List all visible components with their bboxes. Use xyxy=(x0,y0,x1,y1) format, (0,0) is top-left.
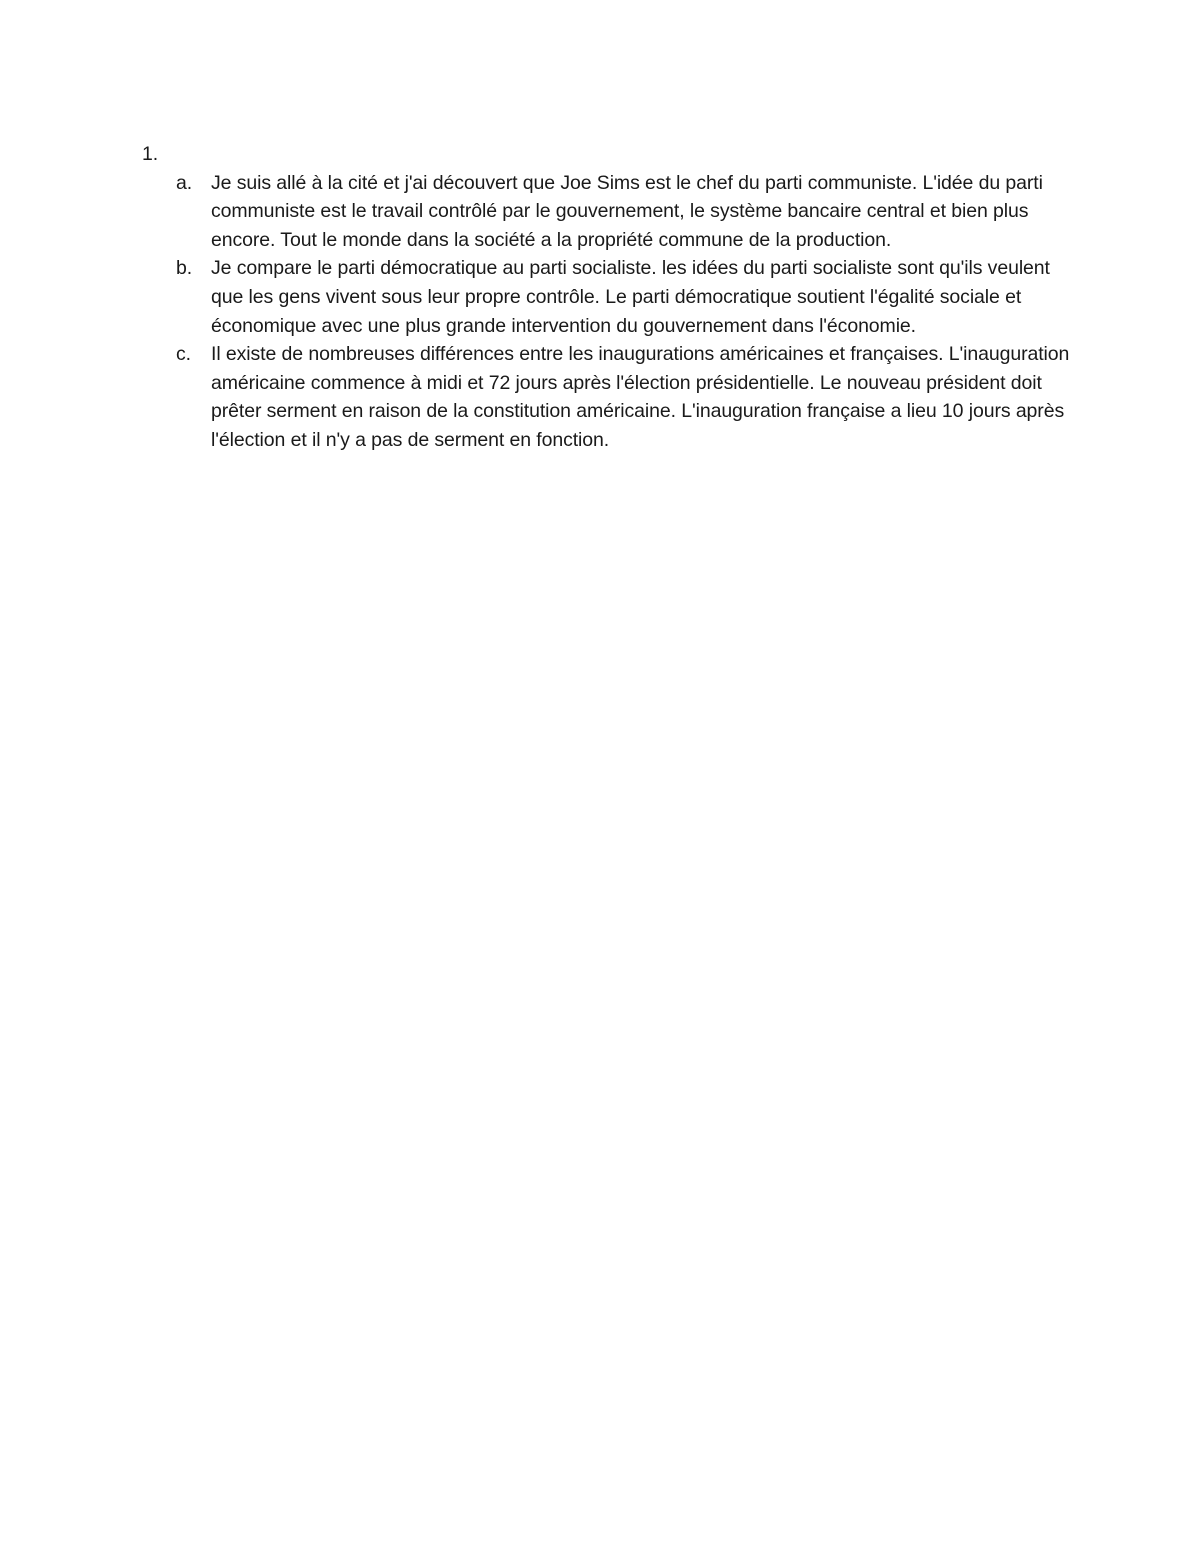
paragraph-text: Il existe de nombreuses différences entre les inaugurations américaines et françaises. L'inauguration américaine commence à midi et 72 jours après l'élection présidentielle. Le nouveau président doit prêter serment en raison de la constitution américaine. L'inauguration française a lieu 10 jours après l'élection et il n'y a pas de serment en fonction. xyxy=(211,343,1070,451)
list-item-a xyxy=(142,169,1072,255)
list-item-b xyxy=(142,254,1072,340)
list-marker: b. xyxy=(176,257,193,280)
list-number: 1. xyxy=(142,143,159,165)
paragraph-text: Je suis allé à la cité et j'ai découvert que Joe Sims est le chef du parti communiste. L'idée du parti communiste est le travail contrôlé par le gouvernement, le système bancaire central et bien plus encore. Tout le monde dans la société a la propriété commune de la production. xyxy=(211,171,1043,251)
list-marker: a. xyxy=(176,171,193,194)
list-item-c xyxy=(142,340,1072,454)
list-marker: c. xyxy=(176,343,191,366)
numbered-list xyxy=(142,140,1072,455)
paragraph-text: Je compare le parti démocratique au parti socialiste. les idées du parti socialiste sont qu'ils veulent que les gens vivent sous leur propre contrôle. Le parti démocratique soutient l'égalité sociale et économique avec une plus grande intervention du gouvernement dans l'économie. xyxy=(211,257,1050,337)
sub-list xyxy=(142,169,1072,455)
